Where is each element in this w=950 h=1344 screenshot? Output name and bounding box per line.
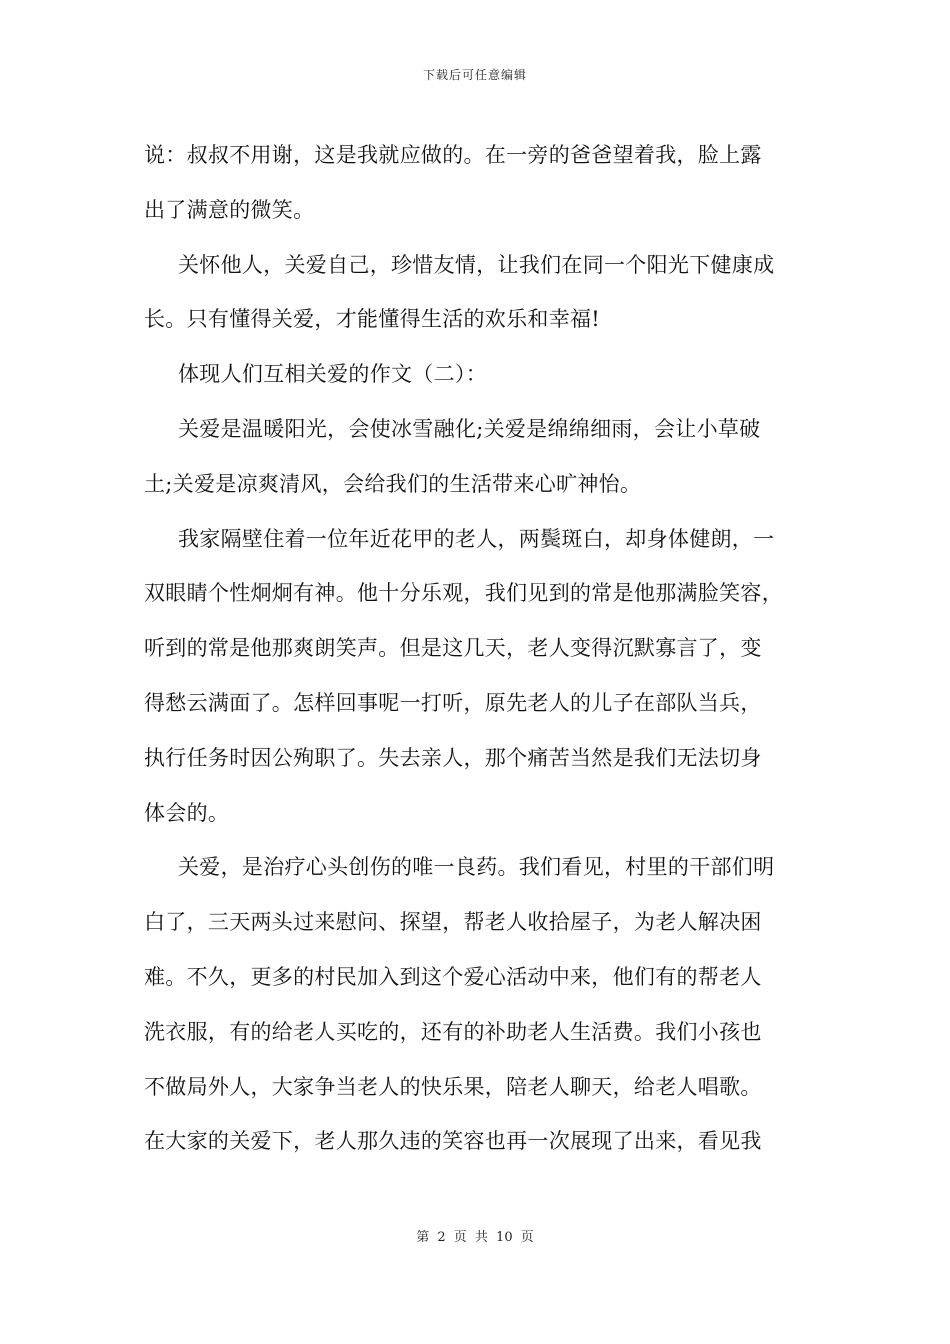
text-line: 得愁云满面了。怎样回事呢一打听，原先老人的儿子在部队当兵， <box>144 690 762 715</box>
page-header: 下载后可任意编辑 <box>422 68 527 82</box>
text-line: 双眼睛个性炯炯有神。他十分乐观，我们见到的常是他那满脸笑容， <box>144 581 783 606</box>
text-line: 体现人们互相关爱的作文（二）： <box>178 362 487 387</box>
text-line: 关怀他人，关爱自己，珍惜友情，让我们在同一个阳光下健康成 <box>178 252 775 277</box>
text-line: 关爱是温暖阳光，会使冰雪融化;关爱是绵绵细雨，会让小草破 <box>178 416 761 441</box>
text-line: 白了，三天两头过来慰问、探望，帮老人收拾屋子，为老人解决困 <box>144 910 762 935</box>
text-line: 在大家的关爱下，老人那久违的笑容也再一次展现了出来，看见我 <box>144 1129 762 1154</box>
text-line: 出了满意的微笑。 <box>144 197 315 222</box>
document-body <box>144 128 824 1169</box>
text-line: 说：叔叔不用谢，这是我就应做的。在一旁的爸爸望着我，脸上露 <box>144 143 762 167</box>
text-line: 长。只有懂得关爱，才能懂得生活的欢乐和幸福! <box>144 307 601 332</box>
text-line: 不做局外人，大家争当老人的快乐果，陪老人聊天，给老人唱歌。 <box>144 1074 762 1099</box>
text-line: 执行任务时因公殉职了。失去亲人，那个痛苦当然是我们无法切身 <box>144 745 762 770</box>
text-line: 关爱，是治疗心头创伤的唯一良药。我们看见，村里的干部们明 <box>178 855 775 880</box>
text-line: 体会的。 <box>144 800 230 825</box>
text-line: 洗衣服，有的给老人买吃的，还有的补助老人生活费。我们小孩也 <box>144 1019 762 1044</box>
text-line: 难。不久，更多的村民加入到这个爱心活动中来，他们有的帮老人 <box>144 964 762 989</box>
page-footer: 第 2 页 共 10 页 <box>416 1230 534 1245</box>
text-line: 我家隔壁住着一位年近花甲的老人，两鬓斑白，却身体健朗，一 <box>178 526 775 551</box>
text-line: 听到的常是他那爽朗笑声。但是这几天，老人变得沉默寡言了，变 <box>144 636 762 661</box>
text-line: 土;关爱是凉爽清风，会给我们的生活带来心旷神怡。 <box>144 471 642 496</box>
